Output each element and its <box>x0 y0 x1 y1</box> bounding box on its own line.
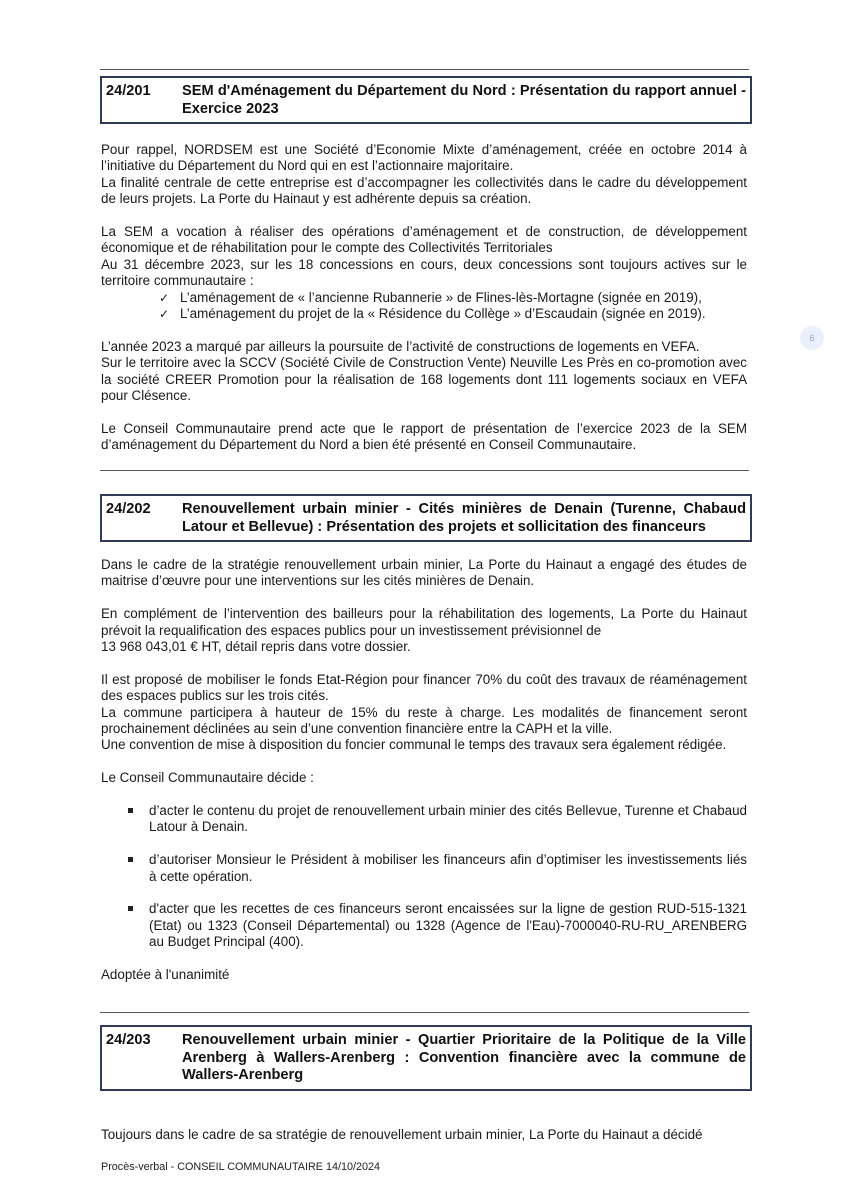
page-number-badge: 6 <box>800 326 824 350</box>
decision-item: d’autoriser Monsieur le Président à mobiliser les financeurs afin d’optimiser les investissements liés à cette opération. <box>101 852 747 885</box>
section-title: Renouvellement urbain minier - Cités minières de Denain (Turenne, Chabaud Latour et Bellevue) : Présentation des projets et sollicitation des financeurs <box>182 501 746 535</box>
divider <box>100 1012 749 1013</box>
paragraph: Le Conseil Communautaire décide : <box>101 770 314 786</box>
paragraph: La SEM a vocation à réaliser des opérations d’aménagement et de construction, de développement économique et de réhabilitation pour le compte des Collectivités Territoriales <box>101 224 747 256</box>
checklist <box>159 290 747 323</box>
section-body-24-203 <box>101 1127 747 1143</box>
divider <box>100 69 749 70</box>
decision-item: d’acter le contenu du projet de renouvellement urbain minier des cités Bellevue, Turenne et Chabaud Latour à Denain. <box>101 803 747 836</box>
section-number: 24/202 <box>106 501 151 517</box>
paragraph: La commune participera à hauteur de 15% du reste à charge. Les modalités de financement seront prochainement déclinées au sein d’une convention financière entre la CAPH et la ville. <box>101 704 747 737</box>
checklist-item: ✓ L’aménagement de « l’ancienne Rubannerie » de Flines-lès-Mortagne (signée en 2019), <box>159 290 747 306</box>
paragraph: Sur le territoire avec la SCCV (Société Civile de Construction Vente) Neuville Les Près en co-promotion avec la société CREER Promotion pour la réalisation de 168 logements dont 111 logements sociaux en VEFA pour Clésence. <box>101 355 747 404</box>
section-number: 24/201 <box>106 83 151 99</box>
divider <box>100 470 749 471</box>
paragraph: Toujours dans le cadre de sa stratégie de renouvellement urbain minier, La Porte du Hainaut a décidé <box>101 1127 703 1142</box>
decision-list <box>101 803 747 951</box>
section-number: 24/203 <box>106 1032 151 1048</box>
checklist-item: ✓ L’aménagement du projet de la « Résidence du Collège » d’Escaudain (signée en 2019). <box>159 306 747 322</box>
section-body-24-202 <box>101 557 747 983</box>
section-title: SEM d'Aménagement du Département du Nord : Présentation du rapport annuel - Exercice 2023 <box>182 83 746 117</box>
section-title: Renouvellement urbain minier - Quartier Prioritaire de la Politique de la Ville Arenberg à Wallers-Arenberg : Convention financière avec la commune de Wallers-Arenberg <box>182 1032 746 1083</box>
page-footer: Procès-verbal - CONSEIL COMMUNAUTAIRE 14/10/2024 <box>101 1161 381 1173</box>
paragraph: La finalité centrale de cette entreprise est d’accompagner les collectivités dans le cadre du développement de leurs projets. La Porte du Hainaut y est adhérente depuis sa création. <box>101 174 747 207</box>
paragraph: Il est proposé de mobiliser le fonds Etat-Région pour financer 70% du coût des travaux de réaménagement des espaces publics sur les trois cités. <box>101 671 747 704</box>
paragraph: Pour rappel, NORDSEM est une Société d’Economie Mixte d’aménagement, créée en octobre 2014 à l’initiative du Département du Nord qui en est l’actionnaire majoritaire. <box>101 142 747 174</box>
paragraph: 13 968 043,01 € HT, détail repris dans votre dossier. <box>101 639 411 655</box>
paragraph: En complément de l’intervention des bailleurs pour la réhabilitation des logements, La Porte du Hainaut prévoit la requalification des espaces publics pour un investissement prévisionnel de <box>101 606 747 638</box>
section-header-24-203 <box>100 1025 752 1091</box>
paragraph: L’année 2023 a marqué par ailleurs la poursuite de l’activité de constructions de logements en VEFA. <box>101 338 700 354</box>
decision-item: d'acter que les recettes de ces financeurs seront encaissées sur la ligne de gestion RUD-515-1321 (Etat) ou 1323 (Conseil Départemental) ou 1328 (Agence de l'Eau)-7000040-RU-RU_ARENBERG au Budget Principal (400). <box>101 901 747 950</box>
section-header-24-201 <box>100 76 752 124</box>
adoption-status: Adoptée à l'unanimité <box>101 967 230 983</box>
paragraph: Au 31 décembre 2023, sur les 18 concessions en cours, deux concessions sont toujours actives sur le territoire communautaire : <box>101 256 747 289</box>
paragraph: Une convention de mise à disposition du foncier communal le temps des travaux sera également rédigée. <box>101 737 727 753</box>
paragraph: Le Conseil Communautaire prend acte que le rapport de présentation de l’exercice 2023 de la SEM d’aménagement du Département du Nord a bien été présenté en Conseil Communautaire. <box>101 420 747 453</box>
paragraph: Dans le cadre de la stratégie renouvellement urbain minier, La Porte du Hainaut a engagé des études de maitrise d’œuvre pour une interventions sur les cités minières de Denain. <box>101 557 747 589</box>
section-header-24-202 <box>100 494 752 542</box>
section-body-24-201 <box>101 142 747 454</box>
